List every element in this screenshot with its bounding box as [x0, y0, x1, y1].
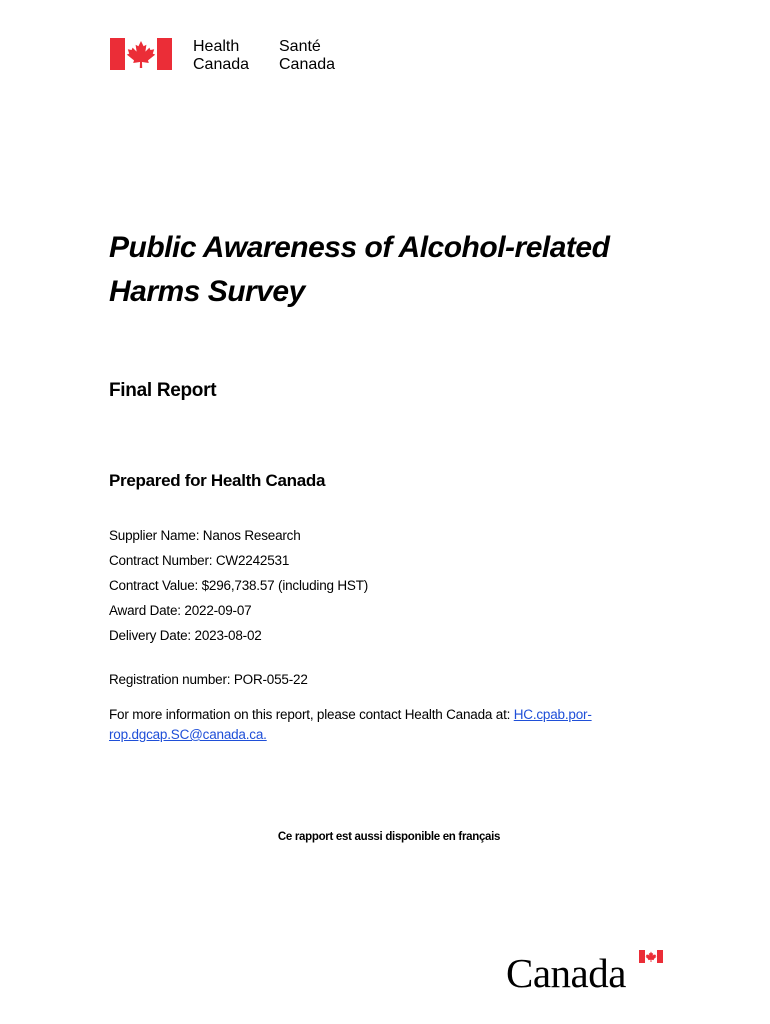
- department-name-english: [193, 38, 249, 74]
- canada-flag-icon: [639, 950, 663, 963]
- report-title-line2: Harms Survey: [109, 275, 305, 308]
- report-subtitle: Final Report: [109, 380, 217, 401]
- canada-flag-icon: [110, 38, 172, 70]
- registration-number: Registration number: POR-055-22: [109, 672, 308, 687]
- report-title: [109, 226, 709, 314]
- award-date: Award Date: 2022-09-07: [109, 603, 252, 618]
- report-title-line1: Public Awareness of Alcohol-related: [109, 231, 610, 264]
- delivery-date: Delivery Date: 2023-08-02: [109, 628, 262, 643]
- contact-text: For more information on this report, please contact Health Canada at:: [109, 707, 511, 722]
- contact-email-link[interactable]: HC.cpab.por-rop.dgcap.SC@canada.ca.: [109, 707, 592, 742]
- canada-wordmark-text: Canada: [506, 950, 626, 996]
- canada-wordmark: [506, 950, 666, 994]
- contract-details: [109, 526, 669, 745]
- contract-value: Contract Value: $296,738.57 (including HST): [109, 578, 369, 593]
- department-name-french: [279, 38, 335, 74]
- prepared-for-heading: Prepared for Health Canada: [109, 471, 326, 490]
- department-name-en-line1: Health: [193, 38, 240, 55]
- supplier-name: Supplier Name: Nanos Research: [109, 528, 301, 543]
- french-availability-note: Ce rapport est aussi disponible en français: [277, 831, 501, 843]
- department-name-fr-line1: Santé: [279, 38, 321, 55]
- department-name-fr-line2: Canada: [279, 56, 336, 73]
- contract-number: Contract Number: CW2242531: [109, 553, 290, 568]
- health-canada-signature: [110, 38, 350, 78]
- department-name-en-line2: Canada: [193, 56, 250, 73]
- contact-paragraph: [109, 705, 669, 745]
